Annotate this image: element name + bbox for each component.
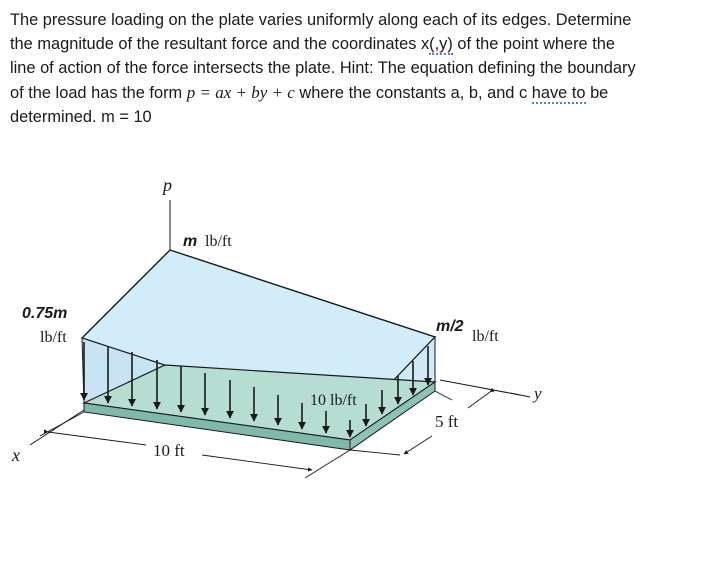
coordinate-xy: (,y) <box>429 35 453 54</box>
y-axis <box>440 380 520 395</box>
p-axis-label: p <box>163 175 172 195</box>
plate-load-figure <box>0 160 726 577</box>
corner-load-label: 10 lb/ft <box>310 392 357 409</box>
have-to-underlined: have to <box>531 83 586 102</box>
dimension-5ft-label: 5 ft <box>435 412 459 431</box>
problem-line-3: line of action of the force intersects the plate. Hint: The equation defining the boundary <box>10 59 636 78</box>
problem-statement <box>10 8 710 129</box>
problem-line-4-end: be <box>585 83 609 102</box>
problem-line-4-start: of the load has the form <box>10 83 187 102</box>
right-load-unit: lb/ft <box>472 328 499 345</box>
dimension-10ft-label: 10 ft <box>153 441 185 460</box>
left-load-unit: lb/ft <box>40 329 67 346</box>
problem-line-2-end: of the point where the <box>452 35 616 54</box>
problem-line-1: The pressure loading on the plate varies uniformly along each of its edges. Determine <box>10 11 632 29</box>
load-equation: p = ax + by + c <box>186 82 295 102</box>
y-axis-end <box>510 393 530 397</box>
x-axis-label: x <box>12 445 20 465</box>
top-load-unit: lb/ft <box>205 233 232 250</box>
problem-line-5: determined. m = 10 <box>10 107 152 126</box>
y-axis-label: y <box>534 384 542 403</box>
top-load-value: m <box>183 233 198 250</box>
x-axis <box>30 410 84 445</box>
problem-line-4-mid: where the constants a, b, and c <box>294 83 532 102</box>
left-load-value: 0.75m <box>22 305 68 322</box>
problem-line-2-start: the magnitude of the resultant force and the coordinates x <box>10 35 430 54</box>
right-load-value: m/2 <box>436 318 464 335</box>
